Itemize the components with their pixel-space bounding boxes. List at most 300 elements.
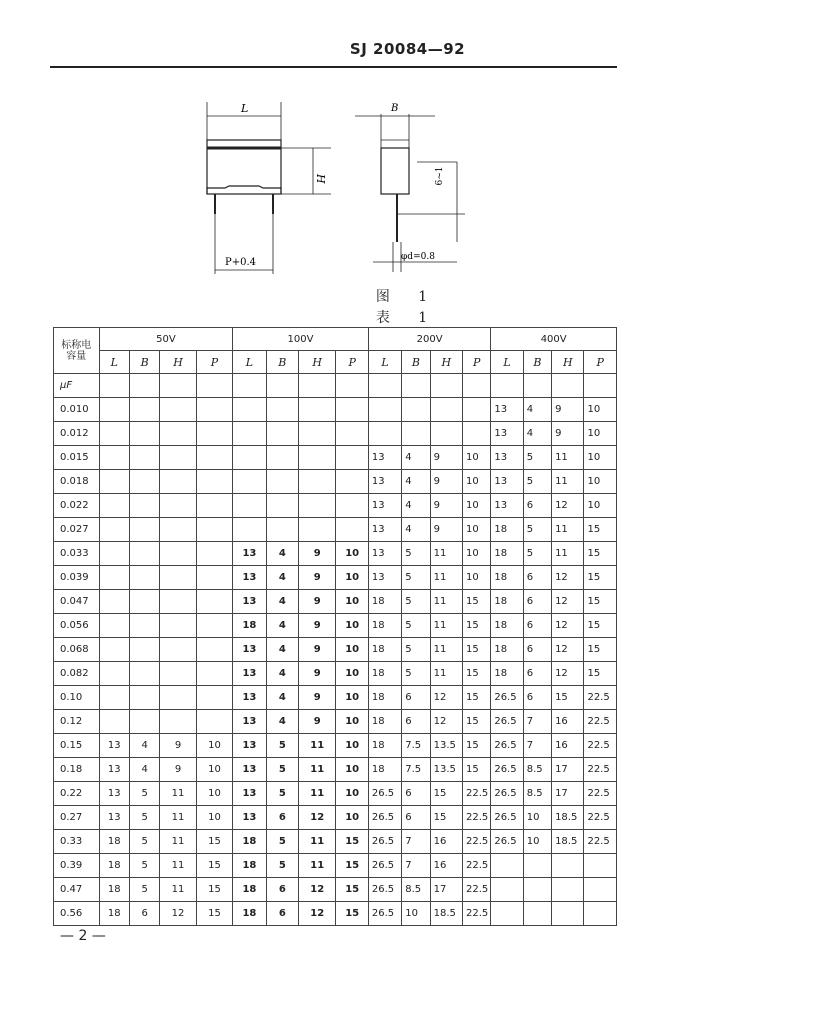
dim-cell-v200-b: 6	[402, 782, 430, 806]
dim-cell-v100-b	[266, 518, 298, 542]
dim-cell-v400-b: 6	[523, 590, 551, 614]
sub-header-v200-p: P	[462, 351, 490, 374]
dim-cell-v100-h: 11	[299, 854, 336, 878]
dim-cell-v50-h	[160, 422, 196, 446]
dim-cell-v100-h: 11	[299, 782, 336, 806]
dim-cell-v50-l	[99, 470, 129, 494]
dim-cell-v200-l: 13	[368, 494, 401, 518]
capacitance-cell: 0.18	[54, 758, 100, 782]
dim-cell-v400-l: 18	[491, 638, 523, 662]
dim-cell-v400-p: 10	[584, 494, 617, 518]
dim-cell-v200-b: 6	[402, 710, 430, 734]
capacitance-cell: 0.010	[54, 398, 100, 422]
dim-cell-v400-l: 26.5	[491, 710, 523, 734]
sub-header-v50-h: H	[160, 351, 196, 374]
dim-cell-v100-p: 15	[336, 830, 368, 854]
dim-cell-v400-l	[491, 854, 523, 878]
sub-header-v50-l: L	[99, 351, 129, 374]
dim-cell-v100-p: 10	[336, 710, 368, 734]
dim-cell-v400-b: 5	[523, 446, 551, 470]
capacitance-cell: 0.22	[54, 782, 100, 806]
unit-row-cell	[402, 374, 430, 398]
dim-cell-v50-p: 15	[196, 830, 232, 854]
capacitance-cell: 0.56	[54, 902, 100, 926]
dim-cell-v200-l: 26.5	[368, 782, 401, 806]
dim-cell-v100-h: 12	[299, 806, 336, 830]
dim-cell-v400-b	[523, 878, 551, 902]
sub-header-v200-l: L	[368, 351, 401, 374]
dim-cell-v400-p: 10	[584, 470, 617, 494]
dim-cell-v50-b	[129, 614, 159, 638]
dim-cell-v400-p: 22.5	[584, 710, 617, 734]
unit-row-cell	[233, 374, 266, 398]
header-rule	[50, 66, 617, 68]
dim-cell-v400-p: 15	[584, 542, 617, 566]
dim-cell-v100-p: 10	[336, 614, 368, 638]
dim-cell-v400-h	[552, 902, 584, 926]
dim-cell-v400-p: 22.5	[584, 806, 617, 830]
dim-cell-v200-p: 15	[462, 686, 490, 710]
dim-cell-v200-p: 10	[462, 446, 490, 470]
dim-cell-v100-h: 9	[299, 710, 336, 734]
capacitance-cell: 0.015	[54, 446, 100, 470]
dim-cell-v50-p	[196, 470, 232, 494]
dim-cell-v50-p	[196, 422, 232, 446]
unit-row-cell	[368, 374, 401, 398]
dim-cell-v200-b: 5	[402, 542, 430, 566]
dim-cell-v100-b: 6	[266, 806, 298, 830]
dim-cell-v100-b	[266, 422, 298, 446]
dim-cell-v200-b: 5	[402, 638, 430, 662]
dim-cell-v400-p: 15	[584, 590, 617, 614]
dim-cell-v200-h	[430, 422, 462, 446]
dim-cell-v200-p: 15	[462, 734, 490, 758]
dim-cell-v200-h: 11	[430, 590, 462, 614]
capacitance-cell: 0.12	[54, 710, 100, 734]
dim-cell-v200-b: 5	[402, 662, 430, 686]
dim-cell-v400-p: 22.5	[584, 734, 617, 758]
dim-cell-v50-h: 11	[160, 854, 196, 878]
unit-row-cell	[430, 374, 462, 398]
dim-cell-v200-p: 22.5	[462, 902, 490, 926]
capacitance-cell: 0.027	[54, 518, 100, 542]
dim-cell-v50-h	[160, 518, 196, 542]
dim-cell-v200-p	[462, 398, 490, 422]
dim-cell-v50-p	[196, 662, 232, 686]
table-row	[54, 878, 617, 902]
dim-cell-v50-h: 9	[160, 758, 196, 782]
table-row	[54, 542, 617, 566]
dim-cell-v400-p	[584, 854, 617, 878]
dim-cell-v200-b	[402, 422, 430, 446]
dim-cell-v400-h	[552, 854, 584, 878]
dim-cell-v100-p	[336, 398, 368, 422]
dim-cell-v100-p: 10	[336, 782, 368, 806]
dim-cell-v400-p	[584, 902, 617, 926]
dim-cell-v50-l	[99, 686, 129, 710]
label-B: B	[391, 103, 399, 114]
dim-cell-v200-h: 16	[430, 830, 462, 854]
dim-cell-v50-l: 18	[99, 878, 129, 902]
dim-cell-v50-l	[99, 446, 129, 470]
dim-cell-v100-l: 13	[233, 542, 266, 566]
dim-cell-v100-l: 13	[233, 806, 266, 830]
dim-cell-v400-p: 22.5	[584, 686, 617, 710]
dim-cell-v400-l: 13	[491, 470, 523, 494]
table-row	[54, 422, 617, 446]
dim-cell-v50-h	[160, 638, 196, 662]
dim-cell-v50-l	[99, 614, 129, 638]
dim-cell-v400-p: 22.5	[584, 758, 617, 782]
dim-cell-v400-h: 16	[552, 734, 584, 758]
document-code-header: SJ 20084—92	[349, 40, 466, 58]
dim-cell-v400-p: 15	[584, 662, 617, 686]
label-H: H	[314, 174, 327, 184]
dim-cell-v400-h: 9	[552, 422, 584, 446]
dim-cell-v100-h: 11	[299, 830, 336, 854]
dim-cell-v400-l: 18	[491, 566, 523, 590]
dim-cell-v400-l: 18	[491, 662, 523, 686]
dim-cell-v50-b: 4	[129, 758, 159, 782]
dim-cell-v200-p: 10	[462, 470, 490, 494]
dim-cell-v200-p: 10	[462, 518, 490, 542]
dim-cell-v400-b: 6	[523, 494, 551, 518]
dim-cell-v100-l: 13	[233, 638, 266, 662]
dim-cell-v100-l: 13	[233, 710, 266, 734]
dim-cell-v400-b: 5	[523, 518, 551, 542]
dim-cell-v100-h: 9	[299, 590, 336, 614]
dim-cell-v200-b: 4	[402, 470, 430, 494]
dim-cell-v400-p: 15	[584, 638, 617, 662]
capacitance-cell: 0.47	[54, 878, 100, 902]
dim-cell-v50-l	[99, 542, 129, 566]
dim-cell-v400-l: 13	[491, 422, 523, 446]
sub-header-v50-b: B	[129, 351, 159, 374]
dim-cell-v100-l: 18	[233, 614, 266, 638]
dim-cell-v200-b: 6	[402, 806, 430, 830]
dim-cell-v100-h: 9	[299, 686, 336, 710]
table-row	[54, 710, 617, 734]
dim-cell-v200-h: 15	[430, 782, 462, 806]
dim-cell-v100-p	[336, 446, 368, 470]
dim-cell-v400-h: 15	[552, 686, 584, 710]
dim-cell-v400-l: 18	[491, 542, 523, 566]
dim-cell-v100-p: 10	[336, 686, 368, 710]
figure-caption: 图 1	[375, 289, 440, 305]
dim-cell-v400-l: 13	[491, 398, 523, 422]
dim-cell-v100-b: 6	[266, 902, 298, 926]
dim-cell-v200-p: 15	[462, 638, 490, 662]
table-row	[54, 734, 617, 758]
dim-cell-v400-h: 9	[552, 398, 584, 422]
dim-cell-v400-p: 15	[584, 614, 617, 638]
dim-cell-v200-h: 11	[430, 662, 462, 686]
sub-header-v400-l: L	[491, 351, 523, 374]
dim-cell-v400-b: 7	[523, 734, 551, 758]
dim-cell-v50-b: 6	[129, 902, 159, 926]
dim-cell-v200-b: 4	[402, 494, 430, 518]
sub-header-v100-l: L	[233, 351, 266, 374]
dim-cell-v400-b: 6	[523, 638, 551, 662]
dim-cell-v400-b: 8.5	[523, 758, 551, 782]
dim-cell-v400-p: 10	[584, 446, 617, 470]
dim-cell-v200-l: 18	[368, 638, 401, 662]
dim-cell-v50-l	[99, 398, 129, 422]
unit-row-cell	[523, 374, 551, 398]
table-row	[54, 830, 617, 854]
dim-cell-v50-p: 15	[196, 902, 232, 926]
dim-cell-v100-l	[233, 470, 266, 494]
dim-cell-v50-l	[99, 518, 129, 542]
dim-cell-v200-l: 18	[368, 686, 401, 710]
table-row	[54, 686, 617, 710]
dim-cell-v400-h: 12	[552, 638, 584, 662]
dim-cell-v400-h	[552, 878, 584, 902]
dim-cell-v100-b: 5	[266, 830, 298, 854]
dim-cell-v50-h	[160, 662, 196, 686]
dim-cell-v400-b: 6	[523, 662, 551, 686]
dim-cell-v50-b	[129, 710, 159, 734]
dim-cell-v50-l: 13	[99, 782, 129, 806]
dim-cell-v400-b: 10	[523, 830, 551, 854]
dim-cell-v200-b: 5	[402, 566, 430, 590]
dim-cell-v50-b	[129, 662, 159, 686]
dim-cell-v50-l	[99, 422, 129, 446]
dim-cell-v50-p	[196, 710, 232, 734]
unit-row-cell	[196, 374, 232, 398]
dim-cell-v100-h	[299, 494, 336, 518]
dim-cell-v200-l: 26.5	[368, 830, 401, 854]
dim-cell-v50-p	[196, 614, 232, 638]
dim-cell-v100-l: 13	[233, 782, 266, 806]
dim-cell-v400-l: 18	[491, 518, 523, 542]
voltage-header-200v: 200V	[368, 328, 490, 351]
dim-cell-v50-l: 13	[99, 806, 129, 830]
dim-cell-v400-h: 11	[552, 518, 584, 542]
dim-cell-v200-l: 18	[368, 662, 401, 686]
dim-cell-v400-b: 6	[523, 686, 551, 710]
page-number: — 2 —	[60, 928, 106, 944]
dim-cell-v100-h	[299, 518, 336, 542]
dim-cell-v50-p: 15	[196, 878, 232, 902]
dim-cell-v400-h: 17	[552, 758, 584, 782]
unit-row-cell	[462, 374, 490, 398]
sub-header-v400-h: H	[552, 351, 584, 374]
label-lead-length: 6~1	[435, 166, 445, 186]
dim-cell-v200-p: 22.5	[462, 854, 490, 878]
dim-cell-v50-b	[129, 686, 159, 710]
dim-cell-v100-h	[299, 470, 336, 494]
dim-cell-v100-p: 15	[336, 902, 368, 926]
dim-cell-v100-p	[336, 518, 368, 542]
dim-cell-v400-b: 7	[523, 710, 551, 734]
dim-cell-v400-h: 11	[552, 470, 584, 494]
dim-cell-v400-p: 10	[584, 398, 617, 422]
dim-cell-v200-l: 18	[368, 590, 401, 614]
dim-cell-v100-l: 18	[233, 854, 266, 878]
dim-cell-v200-h: 18.5	[430, 902, 462, 926]
capacitance-cell: 0.012	[54, 422, 100, 446]
dim-cell-v400-l: 13	[491, 446, 523, 470]
dim-cell-v400-h: 12	[552, 494, 584, 518]
dim-cell-v200-h: 16	[430, 854, 462, 878]
capacitance-cell: 0.068	[54, 638, 100, 662]
capacitance-cell: 0.047	[54, 590, 100, 614]
dim-cell-v50-l	[99, 494, 129, 518]
dim-cell-v400-p: 22.5	[584, 782, 617, 806]
dim-cell-v50-h	[160, 494, 196, 518]
dim-cell-v50-p	[196, 638, 232, 662]
dim-cell-v50-p	[196, 590, 232, 614]
dim-cell-v100-b	[266, 446, 298, 470]
dim-cell-v400-l: 26.5	[491, 734, 523, 758]
dim-cell-v100-h: 9	[299, 614, 336, 638]
dim-cell-v50-l: 18	[99, 902, 129, 926]
unit-row-cell	[584, 374, 617, 398]
dim-cell-v400-l: 18	[491, 614, 523, 638]
dim-cell-v100-h: 9	[299, 566, 336, 590]
dim-cell-v400-b: 4	[523, 398, 551, 422]
unit-row-cell	[99, 374, 129, 398]
dim-cell-v100-b: 5	[266, 734, 298, 758]
dim-cell-v200-b: 10	[402, 902, 430, 926]
dim-cell-v50-p: 15	[196, 854, 232, 878]
dim-cell-v100-h: 9	[299, 542, 336, 566]
dim-cell-v50-h: 11	[160, 782, 196, 806]
capacitance-cell: 0.018	[54, 470, 100, 494]
dim-cell-v200-h: 17	[430, 878, 462, 902]
dim-cell-v100-p	[336, 470, 368, 494]
dim-cell-v100-l: 13	[233, 590, 266, 614]
dim-cell-v100-h	[299, 398, 336, 422]
dim-cell-v100-p	[336, 422, 368, 446]
dim-cell-v200-l	[368, 422, 401, 446]
dim-cell-v100-l	[233, 398, 266, 422]
dim-cell-v100-b	[266, 398, 298, 422]
dim-cell-v50-b: 5	[129, 782, 159, 806]
dim-cell-v50-h: 12	[160, 902, 196, 926]
label-lead-diameter: φd=0.8	[401, 252, 435, 262]
table-row	[54, 446, 617, 470]
dim-cell-v200-b: 7.5	[402, 734, 430, 758]
dim-cell-v100-p: 10	[336, 590, 368, 614]
dim-cell-v50-l	[99, 662, 129, 686]
dim-cell-v50-l: 18	[99, 830, 129, 854]
unit-row-cell	[552, 374, 584, 398]
sub-header-v400-b: B	[523, 351, 551, 374]
dim-cell-v100-l: 13	[233, 758, 266, 782]
table-row	[54, 518, 617, 542]
dim-cell-v50-h: 11	[160, 878, 196, 902]
dim-cell-v50-p	[196, 566, 232, 590]
dim-cell-v50-h	[160, 686, 196, 710]
dim-cell-v50-l	[99, 566, 129, 590]
dim-cell-v50-p: 10	[196, 782, 232, 806]
dim-cell-v400-b	[523, 854, 551, 878]
dim-cell-v200-p	[462, 422, 490, 446]
dim-cell-v400-h: 16	[552, 710, 584, 734]
voltage-header-50v: 50V	[99, 328, 233, 351]
sub-header-v100-b: B	[266, 351, 298, 374]
dim-cell-v200-b: 4	[402, 518, 430, 542]
dim-cell-v200-b: 6	[402, 686, 430, 710]
dim-cell-v100-l	[233, 518, 266, 542]
dim-cell-v400-b: 5	[523, 470, 551, 494]
dim-cell-v50-p	[196, 446, 232, 470]
dim-cell-v50-h: 11	[160, 806, 196, 830]
capacitance-cell: 0.056	[54, 614, 100, 638]
dim-cell-v400-b: 6	[523, 566, 551, 590]
dim-cell-v200-p: 10	[462, 566, 490, 590]
dim-cell-v100-b: 5	[266, 758, 298, 782]
dim-cell-v100-b: 4	[266, 662, 298, 686]
table-caption: 表 1	[375, 310, 440, 326]
unit-label: μF	[54, 374, 100, 398]
unit-row-cell	[266, 374, 298, 398]
dim-cell-v50-b	[129, 398, 159, 422]
capacitance-cell: 0.082	[54, 662, 100, 686]
dim-cell-v50-l	[99, 590, 129, 614]
dim-cell-v50-b	[129, 542, 159, 566]
dim-cell-v200-h: 9	[430, 494, 462, 518]
capacitance-cell: 0.39	[54, 854, 100, 878]
table-row	[54, 854, 617, 878]
dim-cell-v200-l: 13	[368, 470, 401, 494]
sub-header-v100-h: H	[299, 351, 336, 374]
dim-cell-v50-h	[160, 590, 196, 614]
dim-cell-v100-h: 9	[299, 662, 336, 686]
dim-cell-v50-b: 5	[129, 830, 159, 854]
dim-cell-v400-b: 4	[523, 422, 551, 446]
dim-cell-v200-b: 7	[402, 830, 430, 854]
dim-cell-v200-l: 18	[368, 614, 401, 638]
dim-cell-v200-h: 12	[430, 686, 462, 710]
dim-cell-v100-p: 10	[336, 638, 368, 662]
dim-cell-v100-b: 5	[266, 782, 298, 806]
unit-row-cell	[299, 374, 336, 398]
dim-cell-v50-b	[129, 422, 159, 446]
dim-cell-v100-l	[233, 446, 266, 470]
dim-cell-v200-b: 7	[402, 854, 430, 878]
dim-cell-v400-l: 26.5	[491, 830, 523, 854]
dim-cell-v50-h	[160, 614, 196, 638]
dim-cell-v100-p: 10	[336, 734, 368, 758]
dim-cell-v50-l: 13	[99, 758, 129, 782]
dim-cell-v200-b: 5	[402, 614, 430, 638]
dim-cell-v100-b: 4	[266, 638, 298, 662]
dim-cell-v200-p: 15	[462, 710, 490, 734]
dim-cell-v50-p: 10	[196, 734, 232, 758]
dim-cell-v200-h: 11	[430, 566, 462, 590]
dim-cell-v50-h	[160, 446, 196, 470]
dim-cell-v100-l: 18	[233, 878, 266, 902]
dim-cell-v100-l: 13	[233, 566, 266, 590]
dim-cell-v100-p: 10	[336, 542, 368, 566]
dim-cell-v400-b	[523, 902, 551, 926]
dim-cell-v200-h: 11	[430, 638, 462, 662]
unit-row-cell	[491, 374, 523, 398]
dim-cell-v200-h: 9	[430, 446, 462, 470]
dim-cell-v100-l	[233, 494, 266, 518]
label-L: L	[241, 102, 249, 115]
dim-cell-v100-b: 4	[266, 566, 298, 590]
front-base	[207, 186, 281, 194]
dim-cell-v100-h: 11	[299, 758, 336, 782]
dim-cell-v100-h: 12	[299, 902, 336, 926]
side-body	[381, 148, 409, 194]
dim-cell-v200-h	[430, 398, 462, 422]
dim-cell-v50-h	[160, 542, 196, 566]
